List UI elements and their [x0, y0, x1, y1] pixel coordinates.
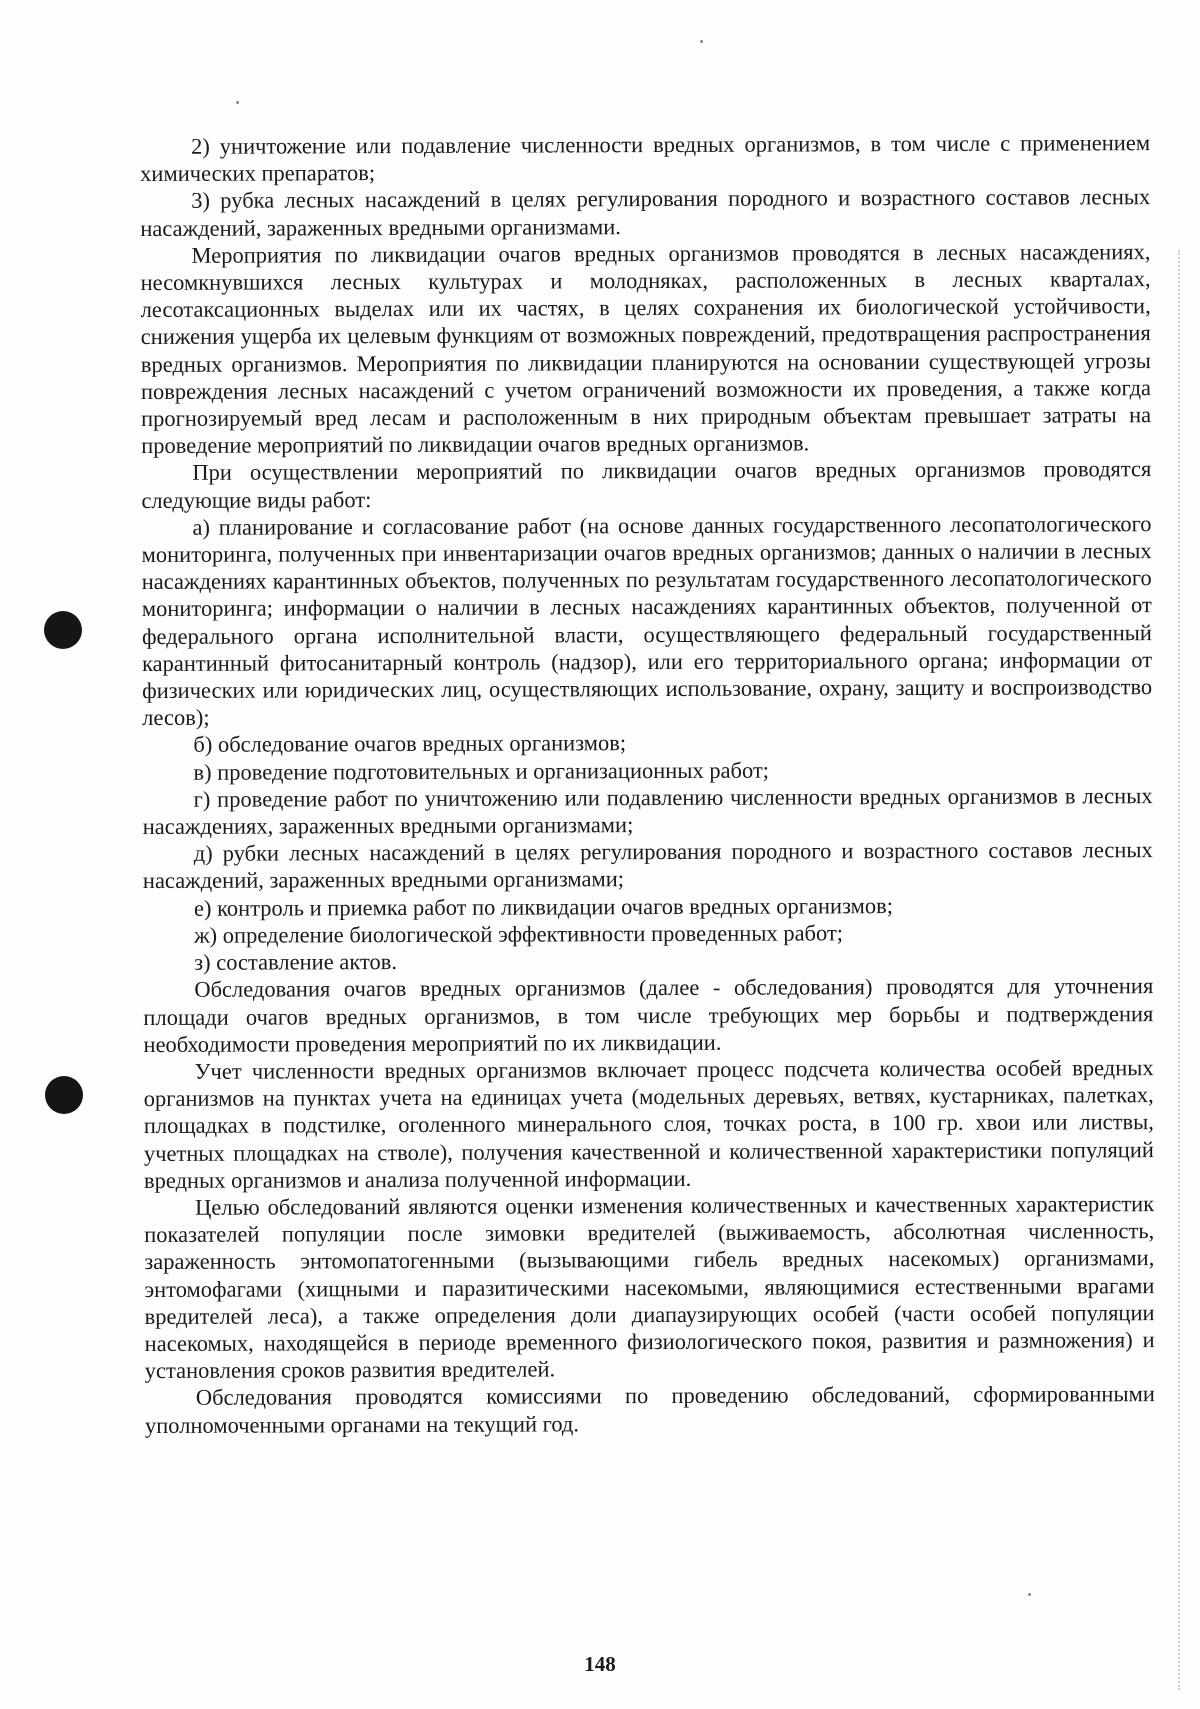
- list-item: б) обследование очагов вредных организмов;: [193, 730, 627, 758]
- list-item: ж) определение биологической эффективности проведенных работ;: [194, 920, 844, 948]
- body-text: [140, 129, 1155, 1439]
- list-item: д) рубки лесных насаждений в целях регулирования породного и возрастного составов лесных насаждений, зараженных вредными организмами;: [142, 837, 1153, 894]
- page-number: 148: [584, 1652, 616, 1676]
- punch-hole: [44, 611, 82, 649]
- scan-speck: [1028, 1593, 1031, 1596]
- paragraph: 2) уничтожение или подавление численности вредных организмов, в том числе с применением химических препаратов;: [140, 130, 1151, 187]
- paragraph: Учет численности вредных организмов включает процесс подсчета количества особей вредных организмов на пунктах учета на единицах учета (модельных деревьях, ветвях, кустарниках, палетках, площадках в подстилке, оголенного минерального слоя, точках роста, в 100 гр. хвои или листвы, учетных площадках на стволе), получения качественной и количественной характеристики популяций вредных организмов и анализа полученной информации.: [143, 1055, 1154, 1193]
- list-item: г) проведение работ по уничтожению или подавлению численности вредных организмов в лесных насаждениях, зараженных вредными организмами;: [142, 782, 1153, 840]
- list-item: в) проведение подготовительных и организационных работ;: [193, 757, 770, 785]
- scan-edge-artifact: [1178, 250, 1186, 1690]
- paragraph: Обследования проводятся комиссиями по проведению обследований, сформированными уполномоченными органами на текущий год.: [144, 1381, 1155, 1438]
- punch-hole: [45, 1076, 83, 1114]
- paragraph: Целью обследований являются оценки изменения количественных и качественных характеристик показателей популяции после зимовки вредителей (выживаемость, абсолютная численность, зараженность энтомопатогенными (вызывающими гибель вредных насекомых) организмами, энтомофагами (хищными и паразитическими насекомыми, являющимися естественными врагами вредителей леса), а также определения доли диапаузирующих особей (части особей популяции насекомых, находящейся в периоде временного физиологического покоя, развития и размножения) и установления сроков развития вредителей.: [144, 1191, 1155, 1384]
- list-item: з) составление актов.: [194, 949, 398, 975]
- list-item: а) планирование и согласование работ (на основе данных государственного лесопатологического мониторинга, полученных при инвентаризации очагов вредных организмов; данных о наличии в лесных насаждениях карантинных объектов, полученных по результатам государственного лесопатологического мониторинга; информации о наличии в лесных насаждениях карантинных объектов, полученной от федерального органа исполнительной власти, осуществляющего федеральный государственный карантинный фитосанитарный контроль (надзор), или его территориального органа; информации от физических или юридических лиц, осуществляющих использование, охрану, защиту и воспроизводство лесов);: [141, 510, 1153, 731]
- scan-speck: [236, 101, 239, 104]
- paragraph: 3) рубка лесных насаждений в целях регулирования породного и возрастного составов лесных насаждений, зараженных вредными организмами.: [140, 184, 1151, 241]
- paragraph: Обследования очагов вредных организмов (далее - обследования) проводятся для уточнения площади очагов вредных организмов, в том числе требующих мер борьбы и подтверждения необходимости проведения мероприятий по их ликвидации.: [143, 973, 1154, 1057]
- paragraph: При осуществлении мероприятий по ликвидации очагов вредных организмов проводятся следующие виды работ:: [141, 456, 1152, 513]
- scan-speck: [700, 40, 703, 43]
- list-item: е) контроль и приемка работ по ликвидации очагов вредных организмов;: [193, 892, 894, 921]
- paragraph: Мероприятия по ликвидации очагов вредных организмов проводятся в лесных насаждениях, несомкнувшихся лесных культурах и молодняках, расположенных в лесных кварталах, лесотаксационных выделах или их частях, в целях сохранения их биологической устойчивости, снижения ущерба их целевым функциям от возможных повреждений, предотвращения распространения вредных организмов. Мероприятия по ликвидации планируются на основании существующей угрозы повреждения лесных насаждений с учетом ограничений возможности их проведения, а также когда прогнозируемый вред лесам и расположенным в них природным объектам превышает затраты на проведение мероприятий по ликвидации очагов вредных организмов.: [140, 238, 1152, 459]
